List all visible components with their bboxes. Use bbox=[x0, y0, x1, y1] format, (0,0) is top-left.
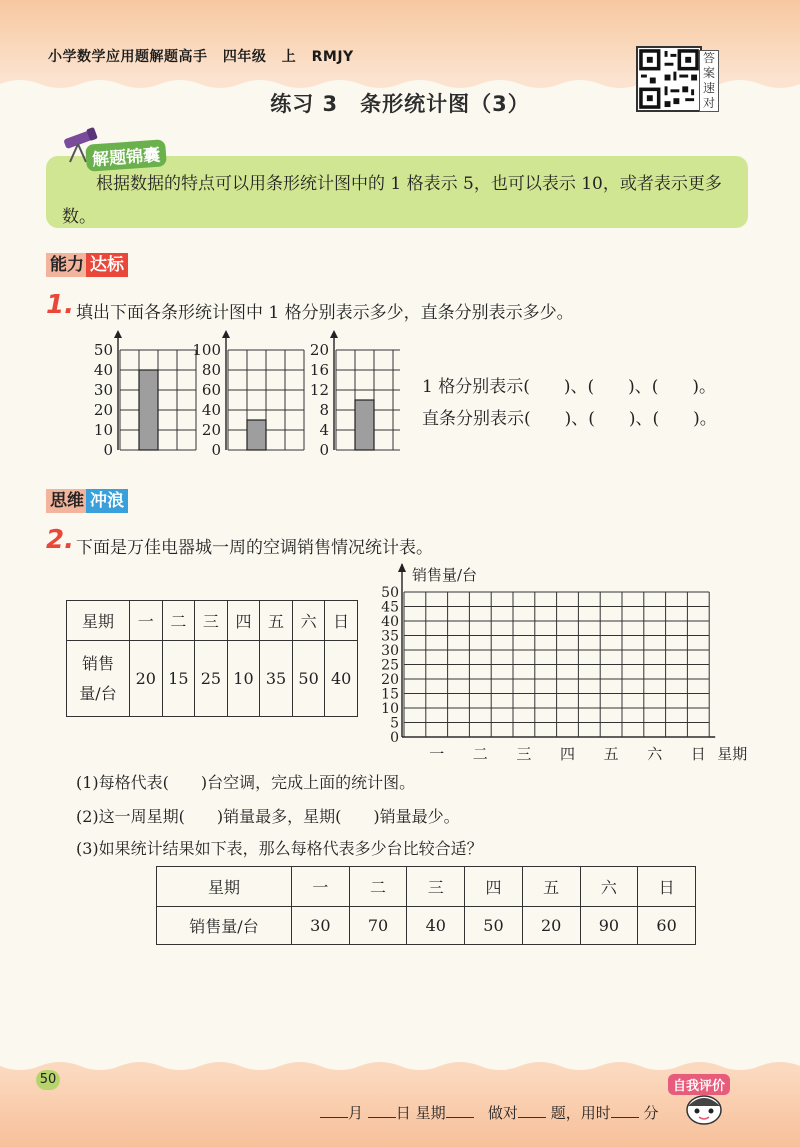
bar bbox=[247, 420, 266, 450]
tick-label: 40 bbox=[201, 401, 221, 419]
tip-text: 根据数据的特点可以用条形统计图中的 1 格表示 5，也可以表示 10，或者表示更多数。 bbox=[62, 174, 722, 227]
x-category-label: 五 bbox=[603, 745, 619, 763]
table-cell: 70 bbox=[349, 907, 407, 945]
table-cell: 35 bbox=[260, 641, 293, 717]
qr-label-char: 案 bbox=[702, 66, 715, 80]
question-number-1: 1. bbox=[46, 290, 74, 320]
q2-sub-question-2: (2)这一周星期( )销量最多，星期( )销量最少。 bbox=[76, 807, 460, 826]
page-title: 练习 3 条形统计图（3） bbox=[270, 92, 530, 116]
self-evaluation-badge: 自我评价 bbox=[668, 1074, 730, 1095]
grade-label: 四年级 bbox=[222, 49, 267, 65]
volume-label: 上 bbox=[281, 49, 297, 65]
day-blank[interactable] bbox=[368, 1103, 396, 1118]
table-cell: 50 bbox=[292, 641, 325, 717]
axis-arrow bbox=[114, 330, 122, 338]
tick-label: 25 bbox=[381, 657, 399, 674]
q2-sub-question-3: (3)如果统计结果如下表，那么每格代表多少台比较合适？ bbox=[76, 839, 483, 858]
section-tag-part-b: 冲浪 bbox=[86, 489, 128, 513]
tick-label: 12 bbox=[309, 381, 329, 399]
x-category-label: 日 bbox=[690, 745, 706, 763]
edition-label: RMJY bbox=[311, 49, 354, 65]
table-cell: 五 bbox=[522, 867, 580, 907]
bar bbox=[139, 370, 158, 450]
table-cell: 三 bbox=[195, 601, 228, 641]
table-cell: 30 bbox=[292, 907, 350, 945]
table-cell: 40 bbox=[325, 641, 358, 717]
table-cell: 15 bbox=[162, 641, 195, 717]
tick-label: 50 bbox=[93, 341, 113, 359]
x-axis-label: 星期 bbox=[717, 745, 748, 763]
table-cell: 四 bbox=[465, 867, 523, 907]
tick-label: 20 bbox=[201, 421, 221, 439]
table-cell: 二 bbox=[162, 601, 195, 641]
study-record-line bbox=[320, 1102, 659, 1123]
question-1-text: 填出下面各条形统计图中 1 格分别表示多少，直条分别表示多少。 bbox=[76, 303, 574, 323]
table-cell: 10 bbox=[227, 641, 260, 717]
tick-label: 0 bbox=[103, 441, 113, 459]
mini-chart bbox=[192, 330, 304, 459]
section-tag-part-b: 达标 bbox=[86, 253, 128, 277]
month-blank[interactable] bbox=[320, 1103, 348, 1118]
q1-answer-line-1: 1 格分别表示( )、( )、( )。 bbox=[422, 377, 717, 397]
tick-label: 5 bbox=[390, 715, 399, 732]
section-tag-thinking bbox=[46, 486, 128, 511]
time-blank[interactable] bbox=[611, 1103, 639, 1118]
tick-label: 30 bbox=[381, 643, 399, 659]
table-cell: 日 bbox=[638, 867, 696, 907]
month-label: 月 bbox=[348, 1104, 364, 1122]
x-category-label: 六 bbox=[647, 745, 663, 763]
tick-label: 40 bbox=[93, 361, 113, 379]
table-cell: 日 bbox=[325, 601, 358, 641]
sales-blank-bar-chart[interactable] bbox=[372, 560, 772, 765]
weekday-label: 星期 bbox=[415, 1104, 446, 1122]
table-cell: 一 bbox=[292, 867, 350, 907]
table-cell: 50 bbox=[465, 907, 523, 945]
bar bbox=[355, 400, 374, 450]
table-row bbox=[67, 641, 358, 717]
tick-label: 50 bbox=[381, 585, 399, 601]
axis-arrow bbox=[222, 330, 230, 338]
page-number: 50 bbox=[36, 1070, 60, 1090]
table-cell: 六 bbox=[580, 867, 638, 907]
tick-label: 8 bbox=[319, 401, 329, 419]
table-cell: 三 bbox=[407, 867, 465, 907]
header-line: 销售 bbox=[81, 653, 114, 673]
questions-time-label: 题，用时 bbox=[550, 1104, 611, 1122]
header-line: 量/台 bbox=[79, 683, 117, 703]
tick-label: 15 bbox=[381, 686, 399, 703]
table-header: 星期 bbox=[67, 601, 130, 641]
tick-label: 4 bbox=[319, 421, 329, 439]
tick-label: 10 bbox=[93, 421, 113, 439]
section-tag-part-a: 能力 bbox=[46, 253, 86, 277]
table-cell: 25 bbox=[195, 641, 228, 717]
weekday-blank[interactable] bbox=[446, 1103, 474, 1118]
section-tag-part-a: 思维 bbox=[46, 489, 86, 513]
series-name: 小学数学应用题解题高手 bbox=[48, 49, 208, 65]
table-cell: 40 bbox=[407, 907, 465, 945]
tick-label: 60 bbox=[201, 381, 221, 399]
tip-heading: 解题锦囊 bbox=[85, 139, 167, 172]
q1-answer-line-2: 直条分别表示( )、( )、( )。 bbox=[422, 409, 717, 429]
y-axis-label: 销售量/台 bbox=[412, 566, 478, 584]
tick-label: 0 bbox=[390, 730, 399, 746]
tick-label: 40 bbox=[381, 614, 399, 630]
question-2-text: 下面是万佳电器城一周的空调销售情况统计表。 bbox=[76, 538, 433, 558]
table-cell: 四 bbox=[227, 601, 260, 641]
tick-label: 20 bbox=[309, 341, 329, 359]
table-header bbox=[67, 641, 130, 717]
question-number-2: 2. bbox=[46, 525, 74, 555]
qr-label-char: 答 bbox=[702, 51, 715, 65]
tick-label: 20 bbox=[93, 401, 113, 419]
x-category-label: 一 bbox=[429, 745, 445, 763]
qr-label-char: 速 bbox=[702, 81, 715, 95]
tick-label: 80 bbox=[201, 361, 221, 379]
mini-chart bbox=[94, 330, 196, 459]
table-row bbox=[67, 601, 358, 641]
table-cell: 一 bbox=[130, 601, 163, 641]
cartoon-face-icon bbox=[684, 1092, 724, 1126]
x-category-label: 四 bbox=[559, 745, 576, 763]
x-category-label: 二 bbox=[472, 745, 488, 763]
tick-label: 100 bbox=[192, 341, 221, 359]
table-cell: 20 bbox=[522, 907, 580, 945]
tick-label: 16 bbox=[309, 361, 329, 379]
sales-table-2 bbox=[156, 866, 696, 945]
correct-label: 做对 bbox=[487, 1104, 518, 1122]
day-label: 日 bbox=[395, 1104, 411, 1122]
table-row bbox=[157, 907, 696, 945]
correct-blank[interactable] bbox=[518, 1103, 546, 1118]
qr-label-char: 对 bbox=[702, 96, 715, 110]
table-cell: 20 bbox=[130, 641, 163, 717]
x-category-label: 三 bbox=[516, 745, 532, 763]
q2-sub-question-1: (1)每格代表( )台空调，完成上面的统计图。 bbox=[76, 773, 416, 792]
tick-label: 0 bbox=[319, 441, 329, 459]
table-cell: 90 bbox=[580, 907, 638, 945]
tick-label: 35 bbox=[381, 628, 399, 645]
table-cell: 五 bbox=[260, 601, 293, 641]
table-cell: 60 bbox=[638, 907, 696, 945]
minutes-label: 分 bbox=[643, 1104, 659, 1122]
axis-arrow bbox=[398, 563, 406, 572]
axis-arrow bbox=[330, 330, 338, 338]
mini-chart bbox=[310, 330, 400, 459]
table-header: 销售量/台 bbox=[157, 907, 292, 945]
q1-mini-charts bbox=[80, 328, 400, 468]
table-cell: 二 bbox=[349, 867, 407, 907]
table-row bbox=[157, 867, 696, 907]
tick-label: 20 bbox=[381, 672, 399, 688]
section-tag-ability bbox=[46, 250, 128, 275]
book-series-title bbox=[48, 46, 364, 66]
tick-label: 30 bbox=[93, 381, 113, 399]
sales-table-1 bbox=[66, 600, 358, 717]
tick-label: 10 bbox=[381, 701, 399, 717]
table-header: 星期 bbox=[157, 867, 292, 907]
table-cell: 六 bbox=[292, 601, 325, 641]
tick-label: 45 bbox=[381, 599, 399, 616]
tick-label: 0 bbox=[211, 441, 221, 459]
